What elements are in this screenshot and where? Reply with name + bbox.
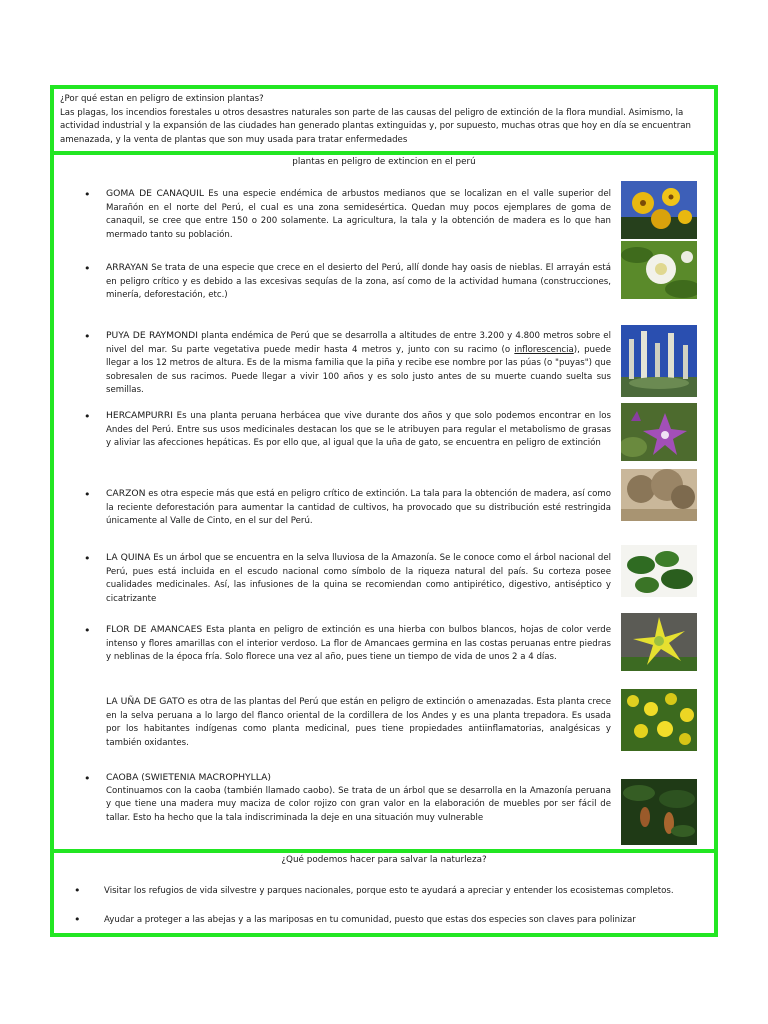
plant-description: ARRAYAN Se trata de una especie que crece en el desierto del Perú, allí donde hay oasis de nieblas. El arrayán está en peligro crítico y es debido a las excesivas sequías de la zona, así como de la actividad humana (construcciones, minería, deforestación, etc.) xyxy=(106,262,611,301)
amancaes-flower-photo-icon xyxy=(621,613,697,671)
bullet: • xyxy=(84,262,91,275)
plants-title: plantas en peligro de extincion en el perú xyxy=(292,157,476,167)
plant-name: CAOBA (SWIETENIA MACROPHYLLA) xyxy=(106,772,271,783)
save-title: ¿Qué podemos hacer para salvar la naturleza? xyxy=(281,855,487,865)
plant-description: LA UÑA DE GATO es otra de las plantas del Perú que están en peligro de extinción o amenazadas. Esta planta crece en la selva peruana a lo largo del flanco oriental de la cordillera de los Andes y es una planta trepadora. Es usada por los habitantes indígenas como planta medicinal, pues tiene propiedades antiinflamatorias, analgésicas y también oxidantes. xyxy=(106,696,612,748)
plant-description: CARZON es otra especie más que está en peligro crítico de extinción. La tala para la obtención de madera, así como la reciente deforestación para aumentar la cantidad de cultivos, ha provocado que su distribución esté restringida únicamente al Valle de Cinto, en el sur del Perú. xyxy=(106,488,611,527)
bullet: • xyxy=(84,624,91,637)
bullet: • xyxy=(84,772,91,785)
white-blossom-photo-icon xyxy=(621,241,697,299)
save-section xyxy=(54,849,714,937)
plants-section xyxy=(54,155,714,849)
purple-flower-photo-icon xyxy=(621,403,697,461)
green-leaves-photo-icon xyxy=(621,545,697,597)
intro-question: ¿Por qué estan en peligro de extinsion plantas? xyxy=(60,94,264,104)
plant-name: PUYA DE RAYMONDI xyxy=(106,330,198,341)
puya-spikes-photo-icon xyxy=(621,325,697,397)
dry-shrub-photo-icon xyxy=(621,469,697,521)
bullet: • xyxy=(74,913,81,926)
document-frame xyxy=(50,85,718,937)
bullet: • xyxy=(74,884,81,897)
save-item-text: Visitar los refugios de vida silvestre y parques nacionales, porque esto te ayudará a apreciar y entender los ecosistemas completos. xyxy=(104,886,674,896)
plant-name: ARRAYAN xyxy=(106,262,149,273)
yellow-vine-photo-icon xyxy=(621,689,697,751)
plant-name: HERCAMPURRI xyxy=(106,410,174,421)
mahogany-pods-photo-icon xyxy=(621,779,697,845)
bullet: • xyxy=(84,488,91,501)
plant-description: LA QUINA Es un árbol que se encuentra en la selva lluviosa de la Amazonía. Se le conoce como el árbol nacional del Perú, pues está incluida en el escudo nacional como símbolo de la riqueza natural del país. Su corteza posee cualidades medicinales. Así, las infusiones de la quina se recomiendan como antipirético, digestivo, antiséptico y cicatrizante xyxy=(106,552,612,604)
intro-paragraph: Las plagas, los incendios forestales u otros desastres naturales son parte de las causas del peligro de extinción de la flora mundial. Asimismo, la actividad industrial y la expansión de las ciudades han generado plantas extinguidas y, por supuesto, muchas otras que hoy en día se encuentran amenazada, y la venta de plantas que son muy usada para tratar enfermedades xyxy=(60,107,691,145)
bullet: • xyxy=(84,552,91,565)
plant-description: PUYA DE RAYMONDI planta endémica de Perú que se desarrolla a altitudes de entre 3.200 y 4.800 metros sobre el nivel del mar. Su parte vegetativa puede medir hasta 4 metros y, junto con su racimo (o inflorescencia), puede llegar a los 12 metros de altura. Es de la misma familia que la piña y recibe ese nombre por las púas (o "puyas") que sobresalen de sus racimos. Puede llegar a vivir 100 años y es solo justo antes de su muerte cuando suelta sus semillas. xyxy=(106,330,612,396)
plant-description: GOMA DE CANAQUIL Es una especie endémica de arbustos medianos que se localizan en el valle superior del Marañón en el norte del Perú, el cual es una zona semidesértica. Quedan muy pocos ejemplares de goma de canaquil, se cree que entre 150 o 200 solamente. La agricultura, la tala y la obtención de madera es lo que han mermado tanto su población. xyxy=(106,188,611,240)
plant-name: GOMA DE CANAQUIL xyxy=(106,188,204,199)
bullet: • xyxy=(84,188,91,201)
inflorescencia-link[interactable]: inflorescencia xyxy=(514,344,574,355)
plant-description: FLOR DE AMANCAES Esta planta en peligro de extinción es una hierba con bulbos blancos, hojas de color verde intenso y flores amarillas con el interior verdoso. La flor de Amancaes germina en las costas peruanas entre piedras y neblinas de la época fría. Solo florece una vez al año, pues tiene un tiempo de vida de unos 2 a 4 días. xyxy=(106,624,611,663)
plant-name: FLOR DE AMANCAES xyxy=(106,624,203,635)
plant-name: LA UÑA DE GATO xyxy=(106,696,185,707)
yellow-flower-photo-icon xyxy=(621,181,697,239)
plant-description: HERCAMPURRI Es una planta peruana herbácea que vive durante dos años y que solo podemos encontrar en los Andes del Perú. Entre sus usos medicinales destacan los que se le atribuyen para regular el metabolismo de grasas y aliviar las afecciones hepáticas. Es por ello que, al igual que la uña de gato, se encuentra en peligro de extinción xyxy=(106,410,611,449)
bullet: • xyxy=(84,410,91,423)
plant-name: CARZON xyxy=(106,488,146,499)
save-item-text: Ayudar a proteger a las abejas y a las mariposas en tu comunidad, puesto que estas dos especies son claves para polinizar xyxy=(104,915,636,925)
bullet: • xyxy=(84,330,91,343)
intro-section xyxy=(54,89,714,155)
plant-name: LA QUINA xyxy=(106,552,151,563)
plant-description: CAOBA (SWIETENIA MACROPHYLLA) Continuamos con la caoba (también llamado caobo). Se trata de un árbol que se desarrolla en la Amazonía peruana y que tiene una madera muy maciza de color rojizo con gran valor en la elaboración de muebles por ser fácil de tallar. Esto ha hecho que la tala indiscriminada la deje en una situación muy vulnerable xyxy=(106,772,611,823)
